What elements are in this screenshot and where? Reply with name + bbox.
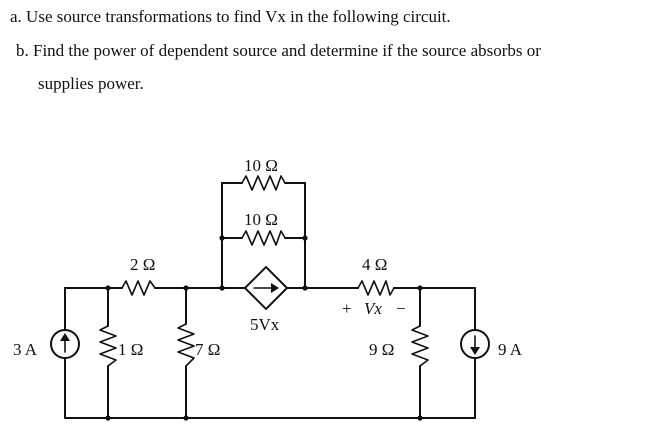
current-source-3a-icon <box>51 330 79 358</box>
label-9ohm: 9 Ω <box>369 340 395 359</box>
question-part-a: a. Use source transformations to find Vx in the following circuit. <box>10 7 451 26</box>
vx-plus-sign: + <box>342 299 352 318</box>
label-9a: 9 A <box>498 340 523 359</box>
label-1ohm: 1 Ω <box>118 340 144 359</box>
vx-label: Vx <box>364 299 382 318</box>
question-part-b-line2: supplies power. <box>38 74 144 93</box>
label-3a: 3 A <box>13 340 38 359</box>
label-10ohm-mid: 10 Ω <box>244 210 278 229</box>
label-7ohm: 7 Ω <box>195 340 221 359</box>
resistor-2ohm <box>122 281 155 295</box>
question-part-b-line1: b. Find the power of dependent source and determine if the source absorbs or <box>16 41 541 60</box>
resistor-9ohm <box>412 326 428 366</box>
dependent-current-source-icon <box>245 267 287 309</box>
label-10ohm-top: 10 Ω <box>244 156 278 175</box>
resistor-4ohm <box>358 281 394 295</box>
resistor-7ohm <box>178 324 194 366</box>
vx-minus-sign: − <box>396 299 406 318</box>
current-source-9a-icon <box>461 330 489 358</box>
label-2ohm: 2 Ω <box>130 255 156 274</box>
resistor-10ohm-mid <box>242 231 285 245</box>
resistor-10ohm-top <box>242 176 285 190</box>
resistor-1ohm <box>100 326 116 366</box>
label-dependent-source: 5Vx <box>250 315 280 334</box>
label-4ohm: 4 Ω <box>362 255 388 274</box>
